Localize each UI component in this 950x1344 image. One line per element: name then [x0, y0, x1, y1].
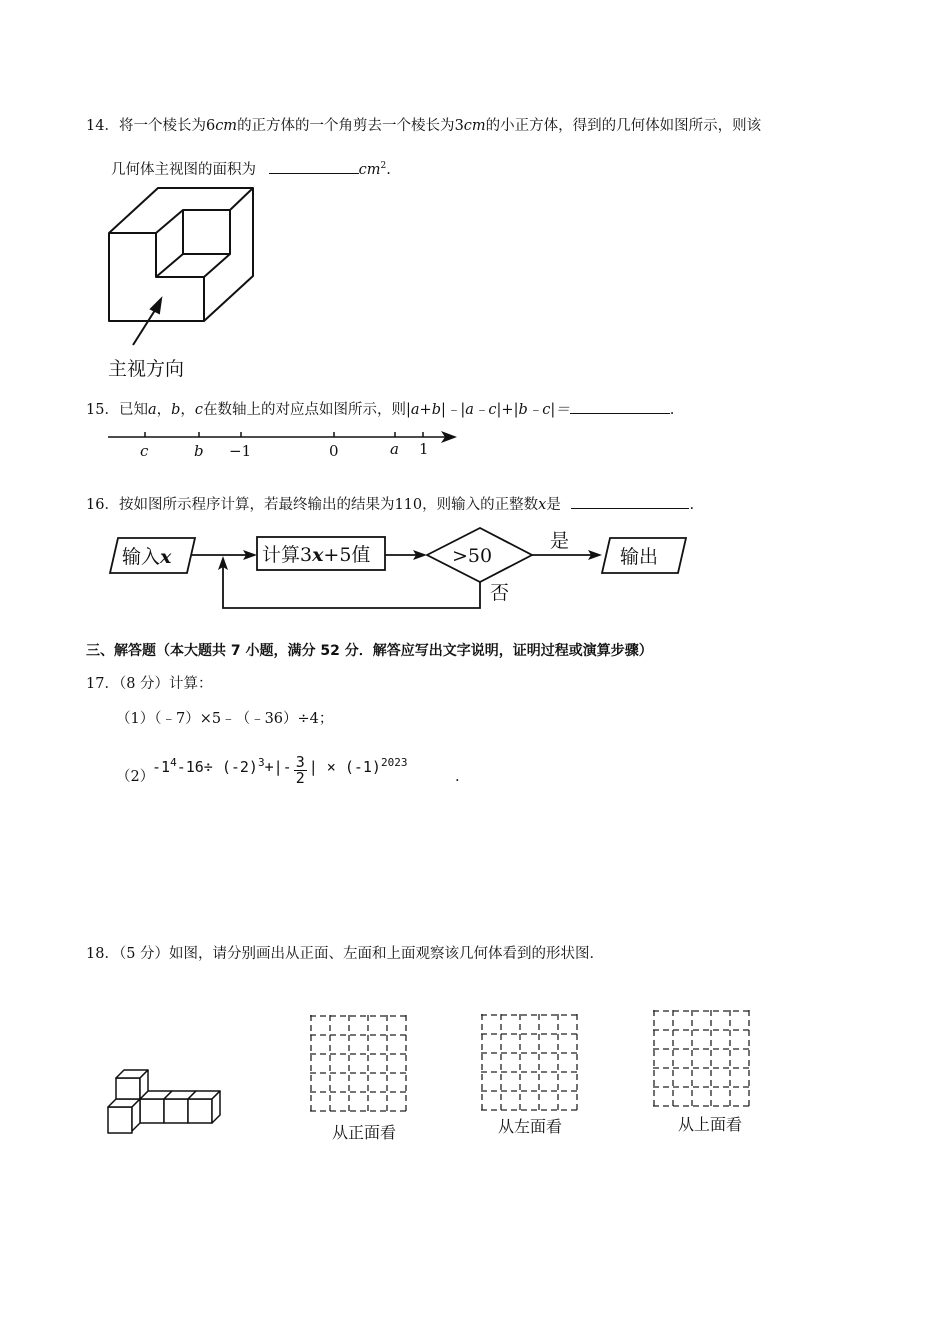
q16-end: . — [689, 497, 695, 513]
q17-p1-label: （1） — [116, 711, 155, 727]
flow-compute-var: x — [312, 544, 324, 566]
q18-grid-left[interactable] — [479, 1012, 581, 1114]
svg-text:计算3x+5值 — [262, 544, 370, 566]
q17-p2-num: 3 — [295, 753, 305, 771]
q16-answer-blank[interactable] — [571, 494, 689, 509]
flow-yes: 是 — [550, 530, 570, 552]
q15-line: 15．已知a，b，c在数轴上的对应点如图所示，则|a+b|﹣|a﹣c|+|b﹣c|＝ . — [86, 399, 674, 420]
q14-line2 — [111, 156, 391, 180]
axis-label-zero: 0 — [329, 442, 339, 460]
q15-answer-blank[interactable] — [570, 399, 670, 414]
q16-flowchart — [100, 522, 700, 614]
q15-number-line — [105, 425, 465, 461]
q17-p2-exp2: 3 — [257, 756, 265, 769]
q15-var-b: b — [171, 402, 181, 418]
q17-p1-expr: （﹣7）×5﹣（﹣36）÷4； — [154, 711, 334, 727]
flow-input-text: 输入 — [122, 546, 161, 568]
q17-p2-b: -16÷ (-2) — [176, 758, 258, 776]
flow-no: 否 — [490, 582, 510, 604]
axis-label-c: c — [140, 442, 149, 460]
q14-unit2: cm — [463, 118, 486, 134]
q18-grid-top[interactable] — [651, 1008, 753, 1110]
q14-text-a: 将一个棱长为 — [118, 118, 206, 134]
q18-text: （5 分）如图，请分别画出从正面、左面和上面观察该几何体看到的形状图． — [118, 946, 605, 962]
flow-compute-b: +5值 — [323, 544, 371, 566]
q14-val1: 6 — [205, 118, 216, 134]
q14-number: 14． — [86, 118, 119, 134]
q14-unit1: cm — [215, 118, 238, 134]
q16-text-b: 是 — [546, 497, 561, 513]
q14-text-c: 的小正方体，得到的几何体如图所示，则该 — [485, 118, 762, 134]
q18-label-front: 从正面看 — [332, 1123, 397, 1142]
q17-head — [86, 674, 213, 694]
q18-line — [86, 944, 604, 964]
q17-p2-d: | × (-1) — [308, 758, 381, 776]
q18-number: 18． — [86, 946, 119, 962]
q17-p2-expr — [152, 752, 407, 792]
q17-p2-c: +|- — [264, 758, 292, 776]
svg-text:输入x — [122, 546, 172, 568]
section3-heading: 三、解答题（本大题共 7 小题，满分 52 分．解答应写出文字说明，证明过程或演算步骤） — [86, 643, 653, 659]
q16-number: 16． — [86, 497, 119, 513]
q17-p2-end: . — [455, 769, 460, 785]
q15-text-b: 在数轴上的对应点如图所示，则 — [203, 402, 407, 418]
axis-label-b: b — [194, 442, 204, 460]
axis-label-neg1: −1 — [229, 442, 252, 460]
q17-head-text: （8 分）计算： — [118, 676, 213, 692]
q17-p2-den: 2 — [295, 769, 305, 787]
q15-end: . — [669, 402, 675, 418]
q17-p2-label: （2） — [116, 769, 155, 785]
q18-label-left: 从左面看 — [498, 1117, 563, 1136]
q17-p2-fraction — [294, 755, 307, 786]
q16-text-a: 按如图所示程序计算，若最终输出的结果为110，则输入的正整数 — [118, 497, 539, 513]
flow-input-var: x — [160, 546, 172, 568]
q14-text-line2: 几何体主视图的面积为 — [111, 161, 256, 178]
q17-p2-a: -1 — [152, 758, 171, 776]
flow-condition: >50 — [452, 545, 493, 567]
q14-answer-unit: cm — [358, 161, 381, 178]
q14-text-b: 的正方体的一个角剪去一个棱长为 — [237, 118, 455, 134]
q14-cube-figure — [100, 185, 270, 355]
axis-label-one: 1 — [419, 440, 429, 458]
q18-solid-figure — [104, 1068, 224, 1138]
flow-compute-a: 计算3 — [262, 544, 313, 566]
q14-answer-blank[interactable] — [269, 159, 359, 174]
q15-var-a: a — [147, 402, 157, 418]
axis-label-a: a — [390, 440, 399, 458]
q14-answer-exp: 2 — [380, 161, 387, 171]
q15-expr: |a+b|﹣|a﹣c|+|b﹣c|＝ — [406, 402, 570, 418]
q15-number: 15． — [86, 402, 119, 418]
q14-end: . — [386, 161, 391, 178]
q18-grid-front[interactable] — [308, 1013, 410, 1115]
q14-val2: 3 — [454, 118, 464, 134]
q16-var-x: x — [538, 497, 547, 513]
q17-p2-exp1: 4 — [170, 756, 177, 769]
q16-line — [86, 494, 694, 515]
q17-number: 17． — [86, 676, 119, 692]
flow-output: 输出 — [620, 546, 659, 568]
q17-p2-exp3: 2023 — [380, 756, 408, 769]
q14-figure-label: 主视方向 — [108, 358, 185, 380]
q18-label-top: 从上面看 — [678, 1115, 743, 1134]
q17-part1 — [116, 709, 333, 729]
q15-text-a: 已知 — [118, 402, 148, 418]
q14-line1 — [86, 116, 761, 136]
q15-var-c: c — [194, 402, 204, 418]
